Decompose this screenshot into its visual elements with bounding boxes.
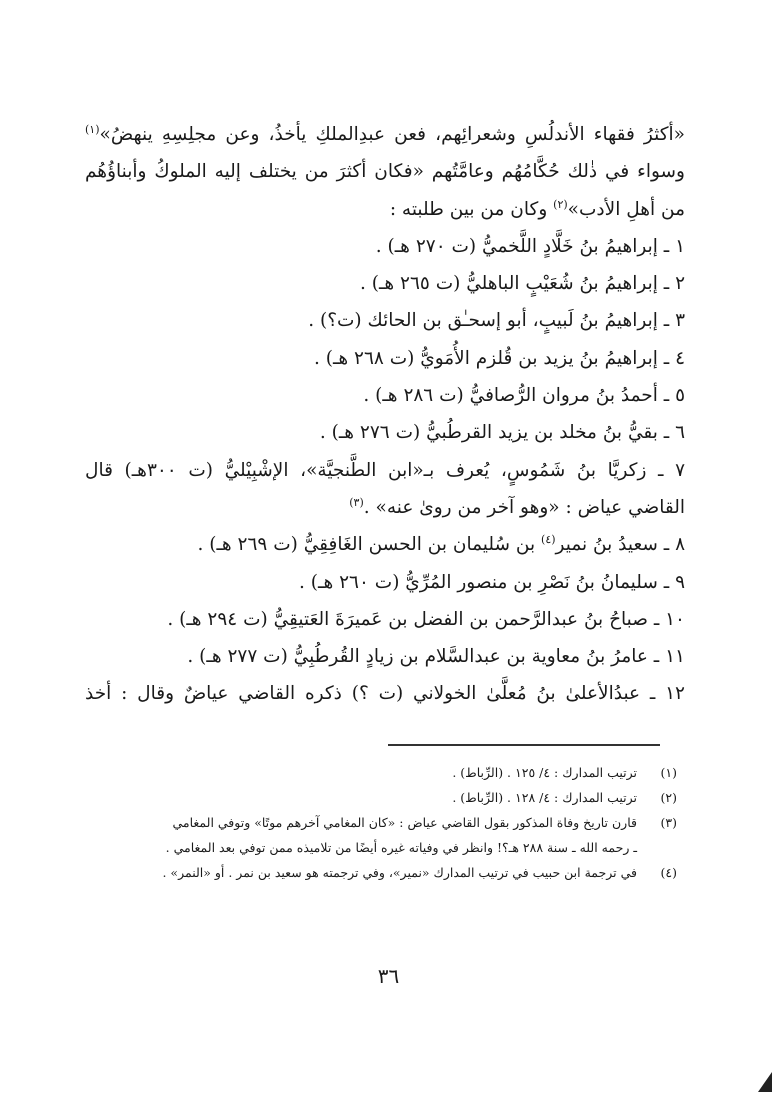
list-item-3: ٣ ـ إبراهيمُ بنُ لَبيبٍ، أبو إسحـٰق بن الحائك (ت؟) .: [308, 310, 685, 332]
line-1-text: «أكثرُ فقهاء الأندلُسِ وشعرائِهم، فعن عبدِالملكِ يأخذُ، وعن مجلِسِهِ ينهضُ»: [99, 124, 685, 145]
footnote-2-number: (٢): [660, 790, 677, 805]
footnote-1-text: ترتيب المدارك : ٤/ ١٢٥ . (الرِّباط) .: [452, 765, 637, 780]
footnote-2-text: ترتيب المدارك : ٤/ ١٢٨ . (الرِّباط) .: [452, 790, 637, 805]
text-line-1: [85, 116, 685, 153]
text-line-2: وسواء في ذٰلك حُكَّامُهُم وعامَّتُهم «فكان أكثرَ من يختلف إليه الملوكُ وأبناؤُهُم: [85, 161, 685, 183]
list-item-7-cont: [85, 489, 685, 526]
footnote-1-number: (١): [660, 765, 677, 780]
line-3-text: من أهلِ الأدب»: [567, 198, 685, 220]
footnote-3-continuation: ـ رحمه الله ـ سنة ٢٨٨ هـ؟! وانظر في وفياته غيره أيضًا من تلاميذه ممن توفي بعد المغامي .: [165, 840, 637, 855]
list-item-11: ١١ ـ عامرُ بنُ معاوية بن عبدالسَّلام بن زيادٍ القُرطُبِيُّ (ت ٢٧٧ هـ) .: [187, 646, 685, 668]
item-8-start: ٨ ـ سعيدُ بنُ نمير: [555, 534, 685, 556]
footnote-ref-1[interactable]: (١): [85, 122, 100, 136]
list-item-2: ٢ ـ إبراهيمُ بنُ شُعَيْبٍ الباهليُّ (ت ٢٦٥ هـ) .: [359, 273, 685, 295]
list-item-5: ٥ ـ أحمدُ بنُ مروان الرُّصافيُّ (ت ٢٨٦ هـ) .: [363, 385, 685, 407]
footnote-1: [97, 760, 677, 785]
footnote-ref-2[interactable]: (٢): [553, 197, 568, 211]
list-item-10: ١٠ ـ صباحُ بنُ عبدالرَّحمن بن الفضل بن عَميرَةَ العَتيقِيُّ (ت ٢٩٤ هـ) .: [167, 608, 685, 630]
list-item-6: ٦ ـ بقيُّ بنُ مخلد بن يزيد القرطُبيُّ (ت ٢٧٦ هـ) .: [319, 422, 685, 444]
line-3-rest: وكان من بين طلبته :: [389, 198, 554, 220]
list-item-8: [85, 526, 685, 563]
main-text: [85, 116, 685, 713]
footnotes: [97, 760, 677, 885]
footnote-2: [97, 785, 677, 810]
list-item-12: ١٢ ـ عبدُالأعلىٰ بنُ مُعلَّىٰ الخولاني (ت ؟) ذكره القاضي عياضٌ وقال : أخذ: [85, 683, 685, 705]
footnote-separator: [388, 744, 660, 746]
footnote-3: [97, 810, 677, 835]
page-number: ٣٦: [377, 964, 400, 988]
list-item-9: ٩ ـ سليمانُ بنُ نَصْرِ بن منصور المُرِّيُّ (ت ٢٦٠ هـ) .: [299, 571, 685, 593]
footnote-4-text: في ترجمة ابن حبيب في ترتيب المدارك «نمير»، وفي ترجمته هو سعيد بن نمر . أو «النمر» .: [162, 865, 637, 880]
item-8-rest: بن سُليمان بن الحسن الغَافِقِيُّ (ت ٢٦٩ هـ) .: [197, 534, 542, 556]
footnote-4-number: (٤): [660, 865, 677, 880]
footnote-3-text: قارن تاريخ وفاة المذكور بقول القاضي عياض : «كان المغامي آخرهم موتًا» وتوفي المغامي: [172, 815, 637, 830]
footnote-3-number: (٣): [660, 815, 677, 830]
list-item-7: ٧ ـ زكريَّا بنُ شَمُوسٍ، يُعرف بـ«ابن الطَّنجيَّة»، الإشْبِيْليُّ (ت ٣٠٠هـ) قال: [85, 459, 685, 481]
list-item-4: ٤ ـ إبراهيمُ بنُ يزيد بن قُلزم الأُمَويُّ (ت ٢٦٨ هـ) .: [313, 347, 685, 369]
footnote-ref-4[interactable]: (٤): [541, 533, 556, 547]
line-qadi-text: القاضي عياض : «وهو آخر من روىٰ عنه» .: [363, 496, 685, 518]
footnote-4: [97, 860, 677, 885]
footnote-ref-3[interactable]: (٣): [349, 495, 364, 509]
list-item-1: ١ ـ إبراهيمُ بنُ خَلَّادٍ اللَّخميُّ (ت ٢٧٠ هـ) .: [375, 235, 685, 257]
page-corner-mark: [758, 1072, 772, 1092]
text-line-3: [85, 191, 685, 228]
